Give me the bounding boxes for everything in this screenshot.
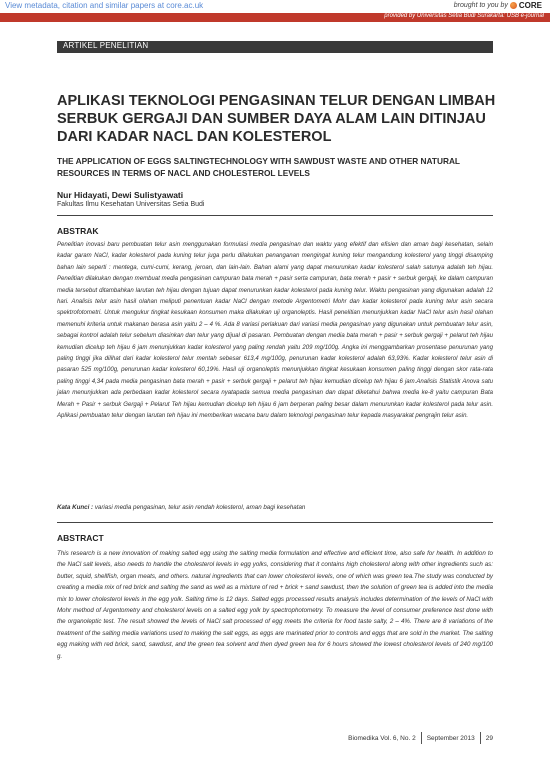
core-logo-icon — [510, 2, 517, 9]
article-title: APLIKASI TEKNOLOGI PENGASINAN TELUR DENGAN LIMBAH SERBUK GERGAJI DAN SUMBER DAYA ALAM LAIN DITINJAU DARI KADAR NACL DAN KOLESTEROL — [57, 93, 496, 145]
core-brought-by — [454, 1, 542, 10]
keywords-text: variasi media pengasinan, telur asin rendah kolesterol, aman bagi kesehatan — [93, 504, 306, 511]
brought-by-text: brought to you by — [453, 2, 508, 9]
keywords-label: Kata Kunci : — [57, 504, 94, 511]
section-label-bar — [57, 41, 493, 53]
core-banner — [0, 0, 550, 13]
affiliation: Fakultas Ilmu Kesehatan Universitas Setia Budi — [57, 201, 205, 208]
keywords — [57, 504, 493, 511]
page-footer — [348, 732, 493, 744]
section-label: ARTIKEL PENELITIAN — [63, 41, 149, 50]
abstrak-heading: ABSTRAK — [57, 226, 99, 236]
provided-by-bar — [0, 13, 550, 22]
core-logo[interactable] — [510, 1, 542, 10]
article-subtitle: THE APPLICATION OF EGGS SALTINGTECHNOLOGY WITH SAWDUST WASTE AND OTHER NATURAL RESOURCES IN TERMS OF NACL AND CHOLESTEROL LEVELS — [57, 156, 460, 178]
core-metadata-link[interactable]: View metadata, citation and similar papers at core.ac.uk — [5, 1, 204, 10]
page-number: 29 — [485, 734, 493, 742]
core-logo-text: CORE — [518, 1, 542, 10]
footer-date: September 2013 — [426, 734, 475, 742]
footer-separator — [480, 732, 481, 744]
divider-abstrak — [57, 215, 493, 216]
abstract-body: This research is a new innovation of making salted egg using the salting media formulation and effective and efficient time, also safe for health. In addition to the NaCl salt levels, also needs to handle the cholesterol levels in egg yolks, considering that it contains high cholesterol along with other ingredients such as: butter, squid, shellfish, organ meats, and others. natural ingredients that can lower cholesterol levels, one of which was green tea.The study was conducted by creating a media mix of red brick and salting the sand as well as a mixture of red + brick + sand sawdust, then the solution of green tea is added into the media mix to lower cholesterol levels in the egg yolk. Salting time is 12 days. Salted eggs processed results analysis includes determination of the levels of NaCl with Mohr method of Argentometry and cholesterol levels on a salted egg yolk by spectrophotometry. To measure the level of consumer preference test done with the organoleptic test. The result showed the levels of NaCl salt processed of egg meets the criteria for food taste salty, 2 – 4%. There are 8 variations of the treatment of the salting media variations used to making the salt eggs, as eggs are marinated prior to controls and eggs that are sold in the market. The salting egg making with red brick, sand, sawdust, and the green tea solvent and then dyed green tea for 6 hours showed the lowest cholesterol levels of 240 mg/100 g. — [57, 550, 493, 660]
footer-separator — [421, 732, 422, 744]
provided-by-text[interactable]: provided by Universitas Setia Budi Surakarta: USB e-journal — [384, 13, 544, 19]
footer-journal: Biomedika Vol. 6, No. 2 — [348, 734, 416, 742]
abstrak-body: Penelitian inovasi baru pembuatan telur asin menggunakan formulasi media pengasinan dan waktu yang efektif dan efisien dan aman bagi kesehatan, selain kadar garam NaCl, kadar kolesterol pada kuning telur juga perlu dilakukan penanganan mengingat kuning telur mengandung kolesterol yang tinggi disamping bahan lain seperti : mentega, cumi-cumi, kerang, jeroan, dan lain-lain. Bahan alami yang dapat menurunkan kadar kolesterol salah satunya adalah teh hijau. Penelitian dilakukan dengan membuat media pengasinan campuran bata merah + pasir serta campuran, bata merah + pasir + serbuk gergaji, ke dalam campuran media tersebut ditambahkan larutan teh hijau dengan tujuan dapat menurunkan kadar kolesterol pada kuning telur. Waktu pengasinan yang digunakan adalah 12 hari. Analisis telur asin hasil olahan meliputi penentuan kadar NaCl dengan metode Argentometri Mohr dan kadar kolesterol pada kuning telur asin secara spektrofotometri. Untuk mengukur tingkat kesukaan konsumen maka dilakukan uji organoleptis. Hasil penelitian menunjukkan kadar NaCl telur asin hasil olahan memenuhi kriteria untuk makanan berasa asin yaitu 2 – 4 %. Ada 8 variasi perlakuan dari variasi media pengasinan yang digunakan untuk pembuatan telur asin, sebagai kontrol adalah telur sebelum diasinkan dan telur yang dijual di pasaran. Pembuatan dengan media bata merah + pasir + serbuk gergaji + pelarut teh hijau kemudian dicelup teh hijau 6 jam menunjukkan kadar kolesterol yang paling rendah yaitu 209 mg/100g. Angka ini menggambarkan prosentase penurunan yang paling tinggi jika dilihat dari kadar kolesterol telur mentah sebesar 613,4 mg/100g, penurunan kadar kolesterol adalah 63,93%. Kadar kolesterol telur asin di pasaran 525 mg/100g, penurunan kadar kolesterol 60,19%. Hasil uji organoleptis menunjukkan tingkat kesukaan konsumen paling tinggi dengan skor rata-rata paling tinggi 4,34 pada media pengasinan bata merah + pasir + serbuk gergaji + pelarut teh hijau kemudian dicelup teh hijau 6 jam.Analisis Statistik Anova satu jalan menunjukkan ada perbedaan kadar kolesterol secara nyatapada semua media pengasinan dan dapat diketahui bahwa media ke-8 yaitu campuran Bata Merah + Pasir + serbuk Gergaji + Pelarut Teh hijau kemudian dicelup teh hijau 6 jam berperan paling besar dalam menurunkan kadar kolesterol pada telur asin. Aplikasi pembuatan telur dengan larutan teh hijau ini memberikan wacana baru dalam teknologi pengasinan telur kepada masyarakat pengrajin telur asin. — [57, 242, 493, 420]
divider-abstract — [57, 522, 493, 523]
abstract-heading: ABSTRACT — [57, 533, 104, 543]
authors: Nur Hidayati, Dewi Sulistyawati — [57, 190, 184, 200]
